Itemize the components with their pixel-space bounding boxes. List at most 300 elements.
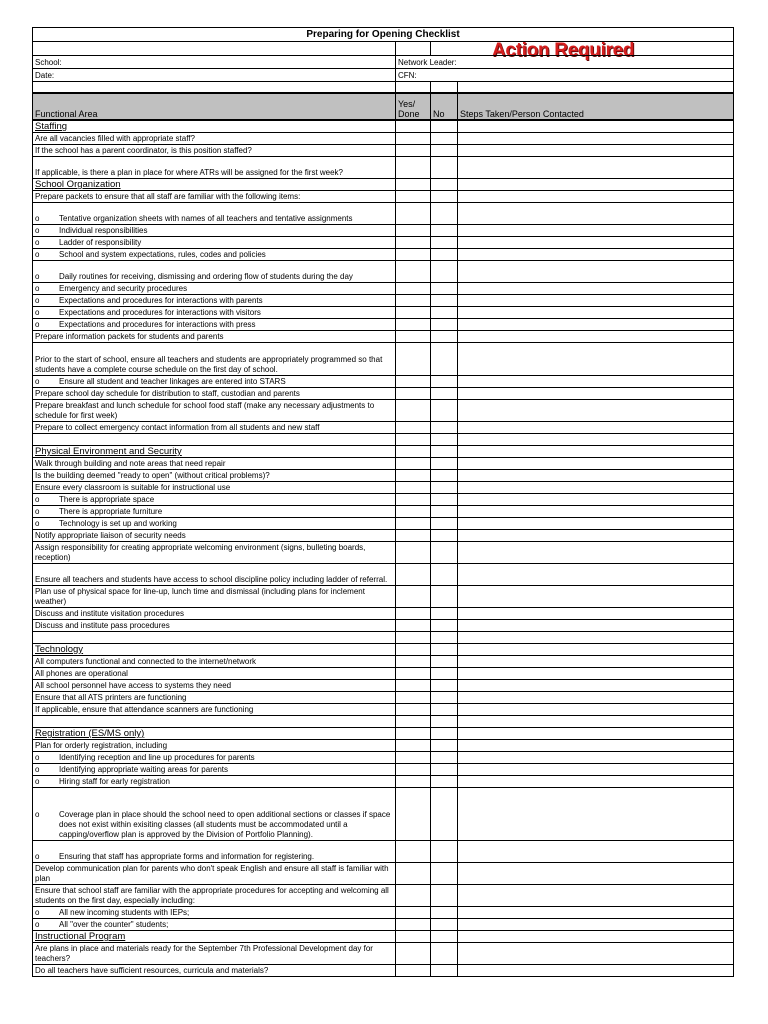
steps-cell bbox=[458, 446, 734, 458]
steps-cell[interactable] bbox=[458, 704, 734, 716]
steps-cell[interactable] bbox=[458, 191, 734, 203]
checklist-row bbox=[33, 608, 734, 620]
steps-cell[interactable] bbox=[458, 680, 734, 692]
item-text: Ensure every classroom is suitable for instructional use bbox=[33, 482, 396, 494]
item-text: There is appropriate furniture bbox=[59, 507, 163, 516]
steps-cell[interactable] bbox=[458, 564, 734, 586]
item-text: Coverage plan in place should the school need to open additional sections or classes if space does not exist within exisiting classes (all students must be accommodated until a capping/overflow plan is approved by the Division of Portfolio Planning). bbox=[59, 810, 391, 839]
bullet-mark: o bbox=[35, 920, 40, 929]
steps-cell bbox=[458, 120, 734, 133]
no-cell[interactable] bbox=[431, 203, 458, 225]
bullet-item bbox=[33, 919, 396, 931]
bullet-item bbox=[33, 295, 396, 307]
checklist-row bbox=[33, 620, 734, 632]
bullet-item bbox=[33, 283, 396, 295]
yes-done-cell[interactable] bbox=[396, 319, 431, 331]
item-text: Ensure that school staff are familiar with the appropriate procedures for accepting and welcoming all students on the first day, especially including: bbox=[33, 885, 396, 907]
steps-cell[interactable] bbox=[458, 458, 734, 470]
item-text bbox=[33, 434, 396, 446]
yes-done-cell[interactable] bbox=[396, 343, 431, 376]
checklist-row bbox=[33, 388, 734, 400]
steps-cell bbox=[458, 644, 734, 656]
yes-done-cell[interactable] bbox=[396, 307, 431, 319]
item-text: All phones are operational bbox=[33, 668, 396, 680]
no-cell[interactable] bbox=[431, 261, 458, 283]
no-cell bbox=[431, 434, 458, 446]
yes-done-cell[interactable] bbox=[396, 764, 431, 776]
bullet-item bbox=[33, 307, 396, 319]
item-text: Walk through building and note areas that need repair bbox=[33, 458, 396, 470]
item-text: Prepare information packets for students and parents bbox=[33, 331, 396, 343]
item-text bbox=[33, 632, 396, 644]
steps-cell[interactable] bbox=[458, 237, 734, 249]
no-cell[interactable] bbox=[431, 458, 458, 470]
bullet-item bbox=[33, 506, 396, 518]
checklist-row bbox=[33, 494, 734, 506]
yes-done-cell[interactable] bbox=[396, 740, 431, 752]
steps-cell bbox=[458, 179, 734, 191]
bullet-mark: o bbox=[35, 765, 40, 774]
no-cell[interactable] bbox=[431, 482, 458, 494]
steps-cell[interactable] bbox=[458, 668, 734, 680]
steps-cell[interactable] bbox=[458, 692, 734, 704]
steps-cell[interactable] bbox=[458, 620, 734, 632]
steps-cell[interactable] bbox=[458, 470, 734, 482]
steps-cell[interactable] bbox=[458, 400, 734, 422]
no-cell[interactable] bbox=[431, 764, 458, 776]
yes-done-cell[interactable] bbox=[396, 692, 431, 704]
no-cell[interactable] bbox=[431, 704, 458, 716]
no-cell[interactable] bbox=[431, 776, 458, 788]
yes-done-cell[interactable] bbox=[396, 586, 431, 608]
yes-done-cell[interactable] bbox=[396, 919, 431, 931]
date-row bbox=[33, 69, 734, 82]
no-cell[interactable] bbox=[431, 225, 458, 237]
bullet-mark: o bbox=[35, 296, 40, 305]
no-cell[interactable] bbox=[431, 586, 458, 608]
checklist-row bbox=[33, 470, 734, 482]
steps-cell[interactable] bbox=[458, 907, 734, 919]
steps-cell bbox=[458, 728, 734, 740]
steps-cell[interactable] bbox=[458, 943, 734, 965]
no-cell bbox=[431, 120, 458, 133]
yes-done-cell[interactable] bbox=[396, 400, 431, 422]
yes-done-cell[interactable] bbox=[396, 422, 431, 434]
checklist-row bbox=[33, 764, 734, 776]
yes-done-cell[interactable] bbox=[396, 620, 431, 632]
item-text: Plan for orderly registration, including bbox=[33, 740, 396, 752]
checklist-row bbox=[33, 203, 734, 225]
no-cell[interactable] bbox=[431, 283, 458, 295]
checklist-row bbox=[33, 506, 734, 518]
checklist-row bbox=[33, 133, 734, 145]
checklist-row bbox=[33, 458, 734, 470]
yes-done-cell[interactable] bbox=[396, 458, 431, 470]
steps-cell[interactable] bbox=[458, 422, 734, 434]
no-cell[interactable] bbox=[431, 506, 458, 518]
no-cell[interactable] bbox=[431, 620, 458, 632]
yes-done-cell bbox=[396, 644, 431, 656]
yes-done-cell bbox=[396, 434, 431, 446]
section-header-row bbox=[33, 179, 734, 191]
yes-done-cell[interactable] bbox=[396, 776, 431, 788]
checklist-row bbox=[33, 680, 734, 692]
item-text: Tentative organization sheets with names of all teachers and tentative assignments bbox=[59, 214, 353, 223]
item-text: Expectations and procedures for interactions with parents bbox=[59, 296, 263, 305]
item-text: Are all vacancies filled with appropriate staff? bbox=[33, 133, 396, 145]
item-text: Prior to the start of school, ensure all teachers and students are appropriately programmed so that students have a complete course schedule on the first day of school. bbox=[33, 343, 396, 376]
no-cell[interactable] bbox=[431, 692, 458, 704]
steps-cell[interactable] bbox=[458, 343, 734, 376]
bullet-mark: o bbox=[35, 495, 40, 504]
blank-row bbox=[33, 434, 734, 446]
checklist-row bbox=[33, 331, 734, 343]
item-text: Emergency and security procedures bbox=[59, 284, 188, 293]
checklist-row bbox=[33, 295, 734, 307]
bullet-item bbox=[33, 319, 396, 331]
steps-cell[interactable] bbox=[458, 482, 734, 494]
no-header: No bbox=[431, 93, 458, 120]
yes-done-cell[interactable] bbox=[396, 863, 431, 885]
steps-cell[interactable] bbox=[458, 145, 734, 157]
no-cell[interactable] bbox=[431, 863, 458, 885]
steps-cell[interactable] bbox=[458, 518, 734, 530]
item-text: Daily routines for receiving, dismissing and ordering flow of students during the day bbox=[59, 272, 353, 281]
yes-done-cell[interactable] bbox=[396, 203, 431, 225]
steps-cell[interactable] bbox=[458, 542, 734, 564]
no-cell[interactable] bbox=[431, 530, 458, 542]
no-cell[interactable] bbox=[431, 388, 458, 400]
no-cell[interactable] bbox=[431, 331, 458, 343]
item-text: Plan use of physical space for line-up, lunch time and dismissal (including plans for inclement weather) bbox=[33, 586, 396, 608]
item-text: Do all teachers have sufficient resources, curricula and materials? bbox=[33, 965, 396, 977]
yes-done-cell[interactable] bbox=[396, 668, 431, 680]
no-cell[interactable] bbox=[431, 841, 458, 863]
no-cell[interactable] bbox=[431, 157, 458, 179]
bullet-mark: o bbox=[35, 810, 40, 819]
steps-cell[interactable] bbox=[458, 506, 734, 518]
no-cell bbox=[431, 644, 458, 656]
item-text: Assign responsibility for creating appropriate welcoming environment (signs, bulleting boards, reception) bbox=[33, 542, 396, 564]
yes-done-cell[interactable] bbox=[396, 885, 431, 907]
action-required-banner: Action Required bbox=[492, 40, 635, 61]
yes-done-cell[interactable] bbox=[396, 788, 431, 841]
bullet-item bbox=[33, 788, 396, 841]
no-cell[interactable] bbox=[431, 249, 458, 261]
no-cell bbox=[431, 179, 458, 191]
bullet-item bbox=[33, 237, 396, 249]
item-text: Ladder of responsibility bbox=[59, 238, 142, 247]
checklist-row bbox=[33, 343, 734, 376]
steps-cell[interactable] bbox=[458, 376, 734, 388]
yes-done-cell[interactable] bbox=[396, 249, 431, 261]
steps-cell[interactable] bbox=[458, 494, 734, 506]
bullet-item bbox=[33, 494, 396, 506]
yes-done-cell[interactable] bbox=[396, 376, 431, 388]
bullet-mark: o bbox=[35, 377, 40, 386]
checklist-row bbox=[33, 518, 734, 530]
item-text: Hiring staff for early registration bbox=[59, 777, 171, 786]
yes-done-cell[interactable] bbox=[396, 145, 431, 157]
yes-done-cell[interactable] bbox=[396, 608, 431, 620]
checklist-row bbox=[33, 907, 734, 919]
checklist-row bbox=[33, 376, 734, 388]
no-cell[interactable] bbox=[431, 145, 458, 157]
no-cell[interactable] bbox=[431, 307, 458, 319]
steps-cell[interactable] bbox=[458, 203, 734, 225]
checklist-row bbox=[33, 919, 734, 931]
checklist-row bbox=[33, 668, 734, 680]
yes-done-cell[interactable] bbox=[396, 388, 431, 400]
steps-cell[interactable] bbox=[458, 841, 734, 863]
bullet-item bbox=[33, 518, 396, 530]
steps-cell bbox=[458, 931, 734, 943]
yes-done-cell[interactable] bbox=[396, 656, 431, 668]
yes-done-cell[interactable] bbox=[396, 530, 431, 542]
no-cell[interactable] bbox=[431, 494, 458, 506]
item-text: Prepare packets to ensure that all staff are familiar with the following items: bbox=[33, 191, 396, 203]
checklist-row bbox=[33, 145, 734, 157]
no-cell[interactable] bbox=[431, 788, 458, 841]
no-cell bbox=[431, 632, 458, 644]
item-text: Expectations and procedures for interactions with press bbox=[59, 320, 256, 329]
steps-cell[interactable] bbox=[458, 740, 734, 752]
cfn-field[interactable]: CFN: bbox=[396, 69, 734, 82]
steps-cell[interactable] bbox=[458, 530, 734, 542]
bullet-mark: o bbox=[35, 777, 40, 786]
item-text: All new incoming students with IEPs; bbox=[59, 908, 190, 917]
section-title: Technology bbox=[33, 644, 396, 656]
checklist-row bbox=[33, 249, 734, 261]
bullet-item bbox=[33, 203, 396, 225]
yes-done-cell bbox=[396, 931, 431, 943]
no-cell[interactable] bbox=[431, 885, 458, 907]
bullet-item bbox=[33, 225, 396, 237]
yes-done-cell[interactable] bbox=[396, 542, 431, 564]
no-cell[interactable] bbox=[431, 668, 458, 680]
yes-done-header: Yes/ Done bbox=[396, 93, 431, 120]
no-cell[interactable] bbox=[431, 542, 458, 564]
bullet-mark: o bbox=[35, 284, 40, 293]
no-cell[interactable] bbox=[431, 191, 458, 203]
checklist-row bbox=[33, 692, 734, 704]
school-field[interactable]: School: bbox=[33, 56, 396, 69]
steps-cell[interactable] bbox=[458, 608, 734, 620]
steps-cell[interactable] bbox=[458, 283, 734, 295]
bullet-mark: o bbox=[35, 753, 40, 762]
steps-cell[interactable] bbox=[458, 388, 734, 400]
no-cell[interactable] bbox=[431, 133, 458, 145]
steps-cell[interactable] bbox=[458, 919, 734, 931]
checklist-row bbox=[33, 157, 734, 179]
yes-done-cell[interactable] bbox=[396, 943, 431, 965]
yes-done-cell bbox=[396, 716, 431, 728]
checklist-row bbox=[33, 752, 734, 764]
bullet-item bbox=[33, 752, 396, 764]
blank-row bbox=[33, 632, 734, 644]
no-cell[interactable] bbox=[431, 295, 458, 307]
checklist-row bbox=[33, 283, 734, 295]
no-cell[interactable] bbox=[431, 608, 458, 620]
yes-done-cell bbox=[396, 632, 431, 644]
steps-cell[interactable] bbox=[458, 331, 734, 343]
no-cell[interactable] bbox=[431, 237, 458, 249]
network-leader-field[interactable]: Network Leader: bbox=[396, 56, 734, 69]
bullet-item bbox=[33, 376, 396, 388]
no-cell[interactable] bbox=[431, 343, 458, 376]
item-text: If applicable, ensure that attendance scanners are functioning bbox=[33, 704, 396, 716]
checklist-row bbox=[33, 319, 734, 331]
bullet-mark: o bbox=[35, 852, 40, 861]
checklist-row bbox=[33, 400, 734, 422]
bullet-item bbox=[33, 776, 396, 788]
section-title: School Organization bbox=[33, 179, 396, 191]
steps-cell[interactable] bbox=[458, 225, 734, 237]
yes-done-cell[interactable] bbox=[396, 965, 431, 977]
yes-done-cell[interactable] bbox=[396, 191, 431, 203]
yes-done-cell[interactable] bbox=[396, 225, 431, 237]
yes-done-cell[interactable] bbox=[396, 564, 431, 586]
yes-done-cell bbox=[396, 728, 431, 740]
item-text: There is appropriate space bbox=[59, 495, 155, 504]
section-header-row bbox=[33, 728, 734, 740]
item-text: Ensure all teachers and students have access to school discipline policy including ladder of referral. bbox=[33, 564, 396, 586]
steps-cell[interactable] bbox=[458, 586, 734, 608]
no-cell[interactable] bbox=[431, 943, 458, 965]
school-row bbox=[33, 56, 734, 69]
item-text: Ensure that all ATS printers are functioning bbox=[33, 692, 396, 704]
item-text: Prepare school day schedule for distribution to staff, custodian and parents bbox=[33, 388, 396, 400]
item-text: Individual responsibilities bbox=[59, 226, 148, 235]
section-header-row bbox=[33, 644, 734, 656]
item-text: Is the building deemed "ready to open" (without critical problems)? bbox=[33, 470, 396, 482]
no-cell[interactable] bbox=[431, 400, 458, 422]
no-cell[interactable] bbox=[431, 470, 458, 482]
bullet-mark: o bbox=[35, 308, 40, 317]
no-cell[interactable] bbox=[431, 907, 458, 919]
item-text: All school personnel have access to systems they need bbox=[33, 680, 396, 692]
yes-done-cell[interactable] bbox=[396, 506, 431, 518]
yes-done-cell[interactable] bbox=[396, 704, 431, 716]
steps-cell[interactable] bbox=[458, 249, 734, 261]
no-cell[interactable] bbox=[431, 319, 458, 331]
yes-done-cell[interactable] bbox=[396, 680, 431, 692]
bullet-item bbox=[33, 261, 396, 283]
yes-done-cell[interactable] bbox=[396, 295, 431, 307]
item-text: Are plans in place and materials ready for the September 7th Professional Development day for teachers? bbox=[33, 943, 396, 965]
yes-done-cell[interactable] bbox=[396, 283, 431, 295]
bullet-mark: o bbox=[35, 507, 40, 516]
item-text: Prepare breakfast and lunch schedule for school food staff (make any necessary adjustments to schedule for first week) bbox=[33, 400, 396, 422]
checklist-row bbox=[33, 482, 734, 494]
no-cell[interactable] bbox=[431, 518, 458, 530]
steps-header: Steps Taken/Person Contacted bbox=[458, 93, 734, 120]
steps-cell[interactable] bbox=[458, 965, 734, 977]
yes-done-cell[interactable] bbox=[396, 331, 431, 343]
item-text: School and system expectations, rules, codes and policies bbox=[59, 250, 266, 259]
yes-done-cell[interactable] bbox=[396, 157, 431, 179]
yes-done-cell[interactable] bbox=[396, 752, 431, 764]
section-title: Staffing bbox=[33, 120, 396, 133]
steps-cell[interactable] bbox=[458, 656, 734, 668]
yes-done-cell[interactable] bbox=[396, 133, 431, 145]
steps-cell[interactable] bbox=[458, 295, 734, 307]
no-cell[interactable] bbox=[431, 564, 458, 586]
steps-cell[interactable] bbox=[458, 133, 734, 145]
date-field[interactable]: Date: bbox=[33, 69, 396, 82]
steps-cell[interactable] bbox=[458, 788, 734, 841]
yes-done-cell[interactable] bbox=[396, 470, 431, 482]
no-cell bbox=[431, 931, 458, 943]
steps-cell bbox=[458, 632, 734, 644]
no-cell[interactable] bbox=[431, 752, 458, 764]
checklist-table bbox=[32, 27, 734, 977]
yes-done-cell[interactable] bbox=[396, 261, 431, 283]
steps-cell[interactable] bbox=[458, 776, 734, 788]
yes-done-cell[interactable] bbox=[396, 482, 431, 494]
no-cell[interactable] bbox=[431, 740, 458, 752]
checklist-row bbox=[33, 542, 734, 564]
steps-cell[interactable] bbox=[458, 261, 734, 283]
steps-cell[interactable] bbox=[458, 885, 734, 907]
steps-cell bbox=[458, 434, 734, 446]
checklist-row bbox=[33, 863, 734, 885]
steps-cell[interactable] bbox=[458, 319, 734, 331]
no-cell[interactable] bbox=[431, 656, 458, 668]
steps-cell[interactable] bbox=[458, 307, 734, 319]
no-cell[interactable] bbox=[431, 919, 458, 931]
checklist-row bbox=[33, 261, 734, 283]
yes-done-cell[interactable] bbox=[396, 237, 431, 249]
no-cell[interactable] bbox=[431, 965, 458, 977]
yes-done-cell[interactable] bbox=[396, 841, 431, 863]
bullet-item bbox=[33, 249, 396, 261]
steps-cell[interactable] bbox=[458, 752, 734, 764]
checklist-row bbox=[33, 841, 734, 863]
section-title: Registration (ES/MS only) bbox=[33, 728, 396, 740]
title-row bbox=[33, 28, 734, 42]
blank-row bbox=[33, 82, 734, 94]
no-cell[interactable] bbox=[431, 680, 458, 692]
checklist-row bbox=[33, 237, 734, 249]
header-row bbox=[33, 93, 734, 120]
yes-done-cell bbox=[396, 446, 431, 458]
bullet-mark: o bbox=[35, 519, 40, 528]
steps-cell[interactable] bbox=[458, 863, 734, 885]
yes-done-cell[interactable] bbox=[396, 494, 431, 506]
bullet-mark: o bbox=[35, 250, 40, 259]
steps-cell[interactable] bbox=[458, 157, 734, 179]
item-text: Ensure all student and teacher linkages are entered into STARS bbox=[59, 377, 286, 386]
steps-cell[interactable] bbox=[458, 764, 734, 776]
yes-done-cell[interactable] bbox=[396, 907, 431, 919]
checklist-row bbox=[33, 564, 734, 586]
bullet-mark: o bbox=[35, 272, 40, 281]
yes-done-cell[interactable] bbox=[396, 518, 431, 530]
checklist-row bbox=[33, 586, 734, 608]
checklist-row bbox=[33, 530, 734, 542]
no-cell[interactable] bbox=[431, 376, 458, 388]
section-header-row bbox=[33, 446, 734, 458]
checklist-row bbox=[33, 422, 734, 434]
section-header-row bbox=[33, 931, 734, 943]
checklist-row bbox=[33, 740, 734, 752]
bullet-mark: o bbox=[35, 214, 40, 223]
bullet-item bbox=[33, 907, 396, 919]
no-cell[interactable] bbox=[431, 422, 458, 434]
yes-done-cell bbox=[396, 120, 431, 133]
item-text: If the school has a parent coordinator, is this position staffed? bbox=[33, 145, 396, 157]
